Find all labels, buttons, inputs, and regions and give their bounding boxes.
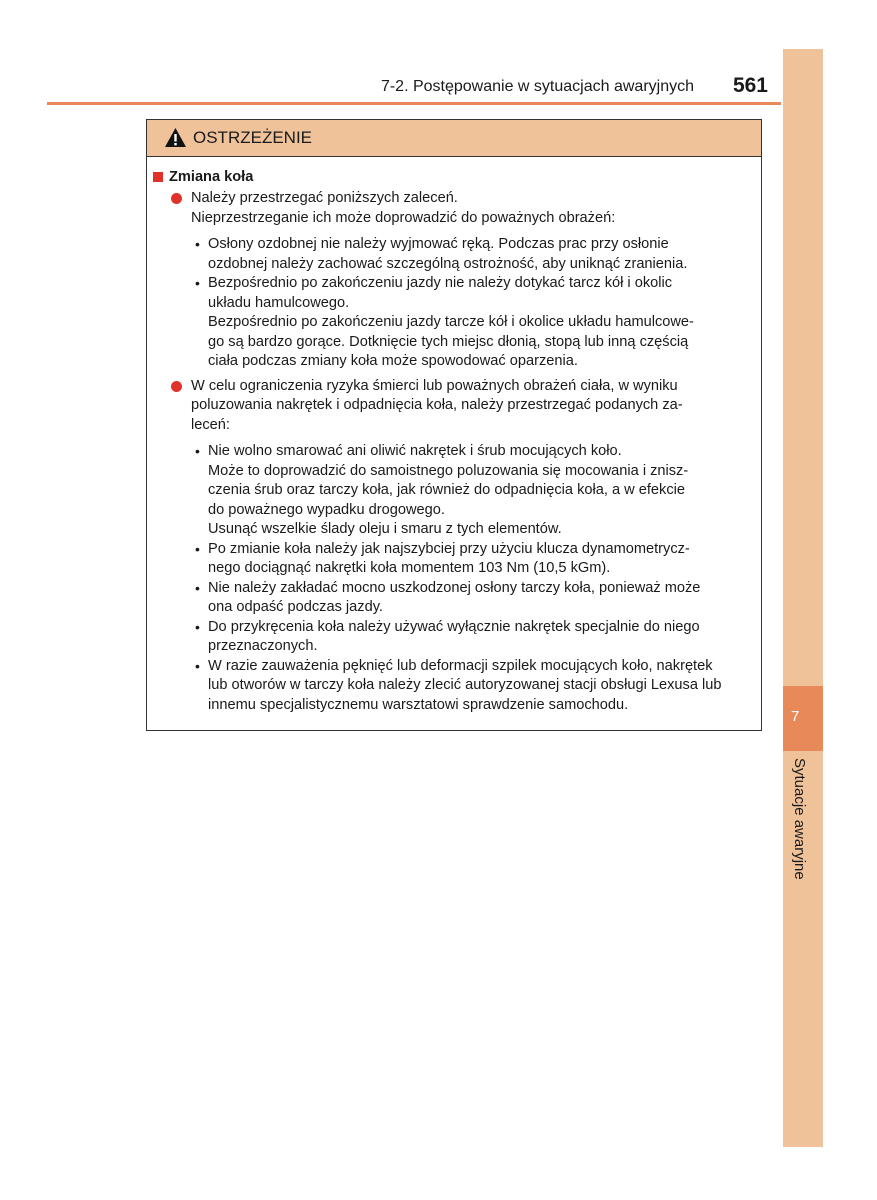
sub-item-text-line: lub otworów w tarczy koła należy zlecić autoryzowanej stacji obsługi Lexusa lub <box>208 677 722 693</box>
sub-item-text-line: układu hamulcowego. <box>208 294 350 311</box>
warning-header <box>147 120 761 157</box>
sub-item-text-line: do poważnego wypadku drogowego. <box>208 501 445 518</box>
chapter-number-tab <box>783 686 823 751</box>
small-bullet-icon: • <box>195 540 200 557</box>
page-header <box>47 72 780 102</box>
sub-item-text-line: Nie wolno smarować ani oliwić nakrętek i śrub mocujących koło. <box>208 443 622 459</box>
warning-bullet <box>147 189 761 372</box>
chapter-label: Sytuacje awaryjne <box>791 758 808 880</box>
sub-item-text-line: Do przykręcenia koła należy używać wyłącznie nakrętek specjalnie do niego <box>208 618 700 635</box>
bullet-text-line: poluzowania nakrętek i odpadnięcia koła, należy przestrzegać podanych za- <box>191 397 683 413</box>
sub-list-item <box>193 442 747 540</box>
header-divider <box>47 102 781 105</box>
sub-list-item <box>193 235 747 274</box>
red-dot-bullet-icon <box>171 381 182 392</box>
small-bullet-icon: • <box>195 657 200 674</box>
section-heading <box>147 168 761 188</box>
sub-item-text-line: Nie należy zakładać mocno uszkodzonej osłony tarczy koła, ponieważ może <box>208 579 701 596</box>
sub-item-text-line: go są bardzo gorące. Dotknięcie tych miejsc dłonią, stopą lub inną częścią <box>208 333 689 350</box>
sub-item-text-line: przeznaczonych. <box>208 638 318 654</box>
sub-list <box>193 442 747 715</box>
chapter-side-tab <box>783 49 823 1147</box>
red-square-bullet-icon <box>153 172 163 182</box>
sub-list <box>193 235 747 372</box>
warning-bullet <box>147 377 761 716</box>
sub-item-text-line: Usunąć wszelkie ślady oleju i smaru z tych elementów. <box>208 521 562 537</box>
sub-item-text-line: Po zmianie koła należy jak najszybciej przy użyciu klucza dynamometrycz- <box>208 540 690 557</box>
bullet-text-line: Nieprzestrzeganie ich może doprowadzić do poważnych obrażeń: <box>191 209 616 226</box>
sub-list-item <box>193 657 747 716</box>
sub-list-item <box>193 579 747 618</box>
header-section-title: 7-2. Postępowanie w sytuacjach awaryjnych <box>380 78 694 95</box>
warning-triangle-icon <box>164 127 187 148</box>
warning-content <box>147 156 761 715</box>
small-bullet-icon: • <box>195 443 200 459</box>
sub-item-text-line: Osłony ozdobnej nie należy wyjmować ręką. Podczas prac przy osłonie <box>208 236 669 252</box>
red-dot-bullet-icon <box>171 193 182 204</box>
sub-item-text-line: nego dociągnąć nakrętki koła momentem 103 Nm (10,5 kGm). <box>208 560 611 576</box>
chapter-number: 7 <box>791 708 800 725</box>
bullet-text-line: W celu ograniczenia ryzyka śmierci lub poważnych obrażeń ciała, w wyniku <box>191 377 678 394</box>
sub-list-item <box>193 618 747 657</box>
small-bullet-icon: • <box>195 275 200 291</box>
small-bullet-icon: • <box>195 618 200 635</box>
section-title: Zmiana koła <box>169 169 254 185</box>
sub-item-text-line: ona odpaść podczas jazdy. <box>208 599 383 615</box>
small-bullet-icon: • <box>195 236 200 252</box>
sub-list-item <box>193 540 747 579</box>
page-number: 561 <box>732 74 768 97</box>
warning-box <box>146 119 762 731</box>
sub-item-text-line: ozdobnej należy zachować szczególną ostrożność, aby uniknąć zranienia. <box>208 255 688 272</box>
sub-item-text-line: czenia śrub oraz tarczy koła, jak również do odpadnięcia koła, a w efekcie <box>208 482 685 498</box>
sub-item-text-line: innemu specjalistycznemu warsztatowi sprawdzenie samochodu. <box>208 696 629 713</box>
bullet-text-line: leceń: <box>191 416 230 433</box>
sub-item-text-line: W razie zauważenia pęknięć lub deformacji szpilek mocujących koło, nakrętek <box>208 657 713 674</box>
sub-item-text-line: ciała podczas zmiany koła może spowodować oparzenia. <box>208 353 578 369</box>
small-bullet-icon: • <box>195 579 200 596</box>
sub-item-text-line: Bezpośrednio po zakończeniu jazdy nie należy dotykać tarcz kół i okolic <box>208 275 673 291</box>
warning-title: OSTRZEŻENIE <box>193 128 313 147</box>
sub-item-text-line: Bezpośrednio po zakończeniu jazdy tarcze kół i okolice układu hamulcowe- <box>208 314 694 330</box>
sub-list-item <box>193 274 747 372</box>
bullet-text-line: Należy przestrzegać poniższych zaleceń. <box>191 190 458 206</box>
sub-item-text-line: Może to doprowadzić do samoistnego poluzowania się mocowania i znisz- <box>208 462 689 479</box>
